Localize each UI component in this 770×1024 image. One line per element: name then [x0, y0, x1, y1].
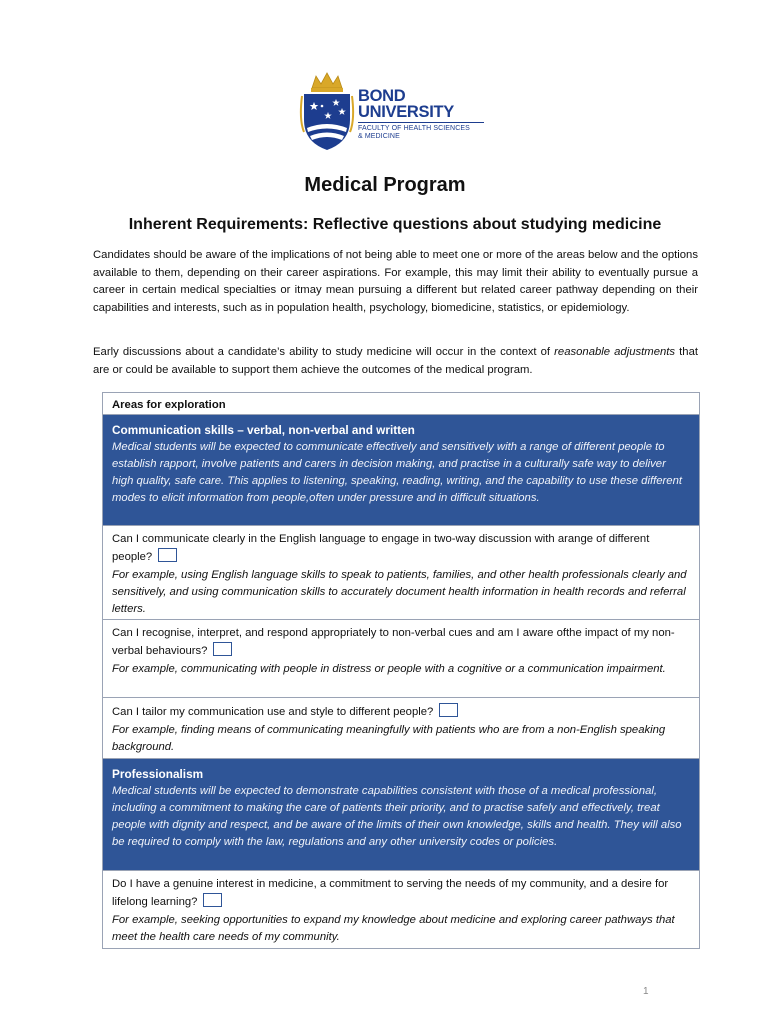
- question-checkbox[interactable]: [203, 893, 222, 907]
- question-example: For example, using English language skills to speak to patients, families, and other health professionals clearly and sensitively, and using communication skills to accurately document health information in health records and referral letters.: [112, 569, 687, 615]
- logo-text: [358, 88, 484, 141]
- university-crest-icon: [298, 70, 356, 152]
- question-example: For example, communicating with people in distress or people with a cognitive or a communication impairment.: [112, 663, 666, 675]
- document-subtitle: Inherent Requirements: Reflective questions about studying medicine: [128, 216, 662, 233]
- logo-line-bond: BOND: [358, 87, 406, 105]
- question-row: [103, 870, 699, 948]
- section-title: Professionalism: [112, 767, 204, 781]
- question-example: For example, finding means of communicating meaningfully with patients who are from a non-English speaking background.: [112, 724, 666, 753]
- question-checkbox[interactable]: [213, 642, 232, 656]
- question-row: [103, 697, 699, 758]
- adjustments-text-before: Early discussions about a candidate’s ability to study medicine will occur in the context of: [93, 346, 555, 358]
- section-communication: [103, 414, 699, 525]
- intro-paragraph: Candidates should be aware of the implications of not being able to meet one or more of the areas below and the options available to them, depending on their career aspirations. For example, this may limit their ability to eventually pursue a career in certain medical specialties or itmay mean pursuing a different but related career pathway depending on their capabilities and interests, such as in population health, psychology, biomedicine, statistics, or epidemiology.: [93, 249, 698, 314]
- question-text: [112, 872, 690, 911]
- bond-university-logo: [298, 70, 498, 154]
- exploration-table: [102, 392, 700, 949]
- page-number: 1: [643, 986, 649, 997]
- question-text: [112, 527, 690, 566]
- logo-divider: [358, 122, 484, 123]
- question-label: Do I have a genuine interest in medicine, a commitment to serving the needs of my community, and a desire for lifelong learning?: [112, 878, 669, 908]
- section-description: Medical students will be expected to communicate effectively and sensitively with a range of different people to establish rapport, involve patients and carers in decision making, and practise in a culturally safe way to deliver high quality, safe care. This applies to listening, speaking, reading, writing, and the capability to use these different modes to elicit information from people,often under pressure and in difficult situations.: [112, 441, 682, 504]
- question-label: Can I communicate clearly in the English language to engage in two-way discussion with arange of different people?: [112, 533, 650, 563]
- question-checkbox[interactable]: [158, 548, 177, 562]
- section-title: Communication skills – verbal, non-verbal and written: [112, 423, 415, 437]
- question-row: [103, 619, 699, 697]
- section-professionalism: [103, 758, 699, 870]
- logo-line-university: UNIVERSITY: [358, 103, 455, 121]
- logo-line-medicine: & MEDICINE: [358, 133, 400, 140]
- question-row: [103, 525, 699, 619]
- table-header: Areas for exploration: [112, 399, 226, 411]
- adjustments-text-after: that are or could be available to support them achieve the outcomes of the medical program.: [93, 346, 698, 376]
- question-example: For example, seeking opportunities to expand my knowledge about medicine and exploring career pathways that meet the health care needs of my community.: [112, 914, 675, 943]
- question-label: Can I recognise, interpret, and respond appropriately to non-verbal cues and am I aware ofthe impact of my non-verbal behaviours?: [112, 627, 675, 657]
- question-text: [112, 699, 690, 721]
- adjustments-paragraph: [93, 344, 698, 379]
- question-text: [112, 621, 690, 660]
- section-description: Medical students will be expected to demonstrate capabilities consistent with those of a medical professional, including a commitment to making the care of patients their priority, and to practise safely and effectively, treat people with dignity and respect, and be aware of the limits of their own knowledge, skills and health. They will also be required to comply with the law, regulations and any other university codes or policies.: [112, 785, 682, 848]
- question-checkbox[interactable]: [439, 703, 458, 717]
- adjustments-emphasis: reasonable adjustments: [554, 346, 676, 358]
- document-title: Medical Program: [304, 174, 466, 196]
- question-label: Can I tailor my communication use and style to different people?: [112, 706, 434, 718]
- logo-line-faculty: FACULTY OF HEALTH SCIENCES: [358, 125, 470, 132]
